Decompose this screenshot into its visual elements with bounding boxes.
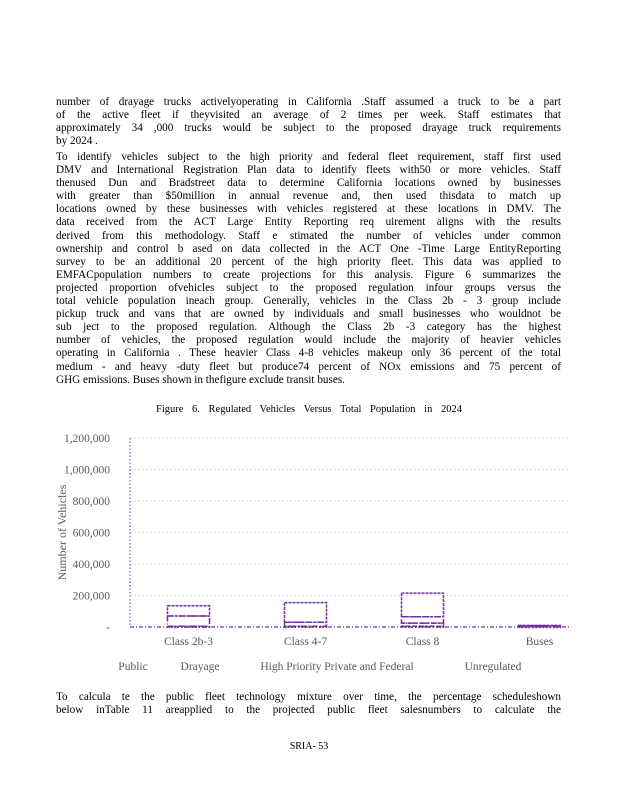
text-line: locations owned by these businesses with vehicles registered at these locations in DMV. The	[56, 203, 561, 216]
text-line: projected proportion ofvehicles subject to the proposed regulation infour groups versus the	[56, 281, 561, 294]
text-line: thenused Dun and Bradstreet data to determine California locations owned by businesses	[56, 177, 561, 190]
x-tick-label: Buses	[525, 636, 554, 648]
x-tick-label: Class 2b-3	[164, 636, 213, 648]
text-line: pickup truck and vans that are owned by individuals and small businesses who wouldnot be	[56, 308, 561, 321]
y-tick-label: 800,000	[72, 496, 110, 508]
text-line: sub ject to the proposed regulation. Although the Class 2b -3 category has the highest	[56, 321, 561, 334]
y-tick-label: 1,200,000	[64, 433, 110, 445]
text-line: EMFACpopulation numbers to create projections for this analysis. Figure 6 summarizes the	[56, 268, 561, 281]
y-tick-label: 600,000	[72, 527, 110, 540]
y-tick-label: 200,000	[72, 590, 110, 603]
figure-caption: Figure 6. Regulated Vehicles Versus Total Population in 2024	[156, 404, 462, 415]
text-line: data received from the ACT Large Entity Reporting req uirement aligns with the results	[56, 216, 561, 229]
text-line: by 2024 .	[56, 135, 98, 148]
text-line: DMV and International Registration Plan data to identify fleets with50 or more vehicles. Staff	[56, 164, 561, 177]
text-line: number of vehicles, the proposed regulation would include the majority of heavier vehicles	[56, 334, 561, 347]
text-line: derived from this methodology. Staff e stimated the number of vehicles under common	[56, 229, 561, 242]
text-line: below inTable 11 areapplied to the projected public fleet salesnumbers to calculate the	[56, 704, 561, 717]
y-tick-label: 1,000,000	[64, 464, 110, 477]
y-tick-label: -	[106, 622, 110, 634]
text-line: ownership and control b ased on data collected in the ACT One -Time Large EntityReporting	[56, 242, 561, 255]
legend-entry: High Priority Private and Federal	[260, 661, 414, 673]
paragraph-public-fleet	[56, 691, 561, 717]
text-line: operating in California . These heavier Class 4-8 vehicles makeup only 36 percent of the total	[56, 347, 561, 360]
x-tick-label: Class 4-7	[283, 636, 328, 648]
text-line: total vehicle population ineach group. Generally, vehicles in the Class 2b - 3 group include	[56, 295, 561, 308]
bar-segment-unregulated	[402, 593, 444, 617]
bar-segment-high-priority-private-and-federal	[168, 616, 210, 626]
text-line: GHG emissions. Buses shown in thefigure exclude transit buses.	[56, 373, 345, 386]
stacked-bar-chart	[50, 425, 570, 685]
y-axis-label: Number of Vehicles	[55, 484, 69, 581]
text-line: survey to be an additional 20 percent of the high priority fleet. This data was applied to	[56, 255, 561, 268]
y-tick-label: 400,000	[72, 559, 110, 571]
legend-entry: Public	[118, 661, 148, 673]
text-line: of the active fleet if theyvisited an average of 2 times per week. Staff estimates that	[56, 109, 561, 122]
legend-entry: Drayage	[180, 661, 220, 673]
text-line: with greater than $50million in annual revenue and, then used thisdata to match up	[56, 190, 561, 203]
paragraph-drayage	[56, 96, 561, 148]
legend-entry: Unregulated	[464, 661, 522, 673]
bar-segment-high-priority-private-and-federal	[402, 617, 444, 623]
page-number: SRIA- 53	[289, 741, 329, 752]
text-line: approximately 34 ,000 trucks would be subject to the proposed drayage truck requirements	[56, 122, 561, 135]
bar-segment-unregulated	[285, 603, 327, 623]
text-line: medium - and heavy -duty fleet but produce74 percent of NOx emissions and 75 percent of	[56, 360, 561, 373]
text-line: number of drayage trucks activelyoperating in California .Staff assumed a truck to be a part	[56, 96, 561, 108]
paragraph-high-priority	[56, 151, 561, 387]
text-line: To calcula te the public fleet technology mixture over time, the percentage scheduleshown	[56, 691, 561, 703]
x-tick-label: Class 8	[405, 636, 440, 648]
text-line: To identify vehicles subject to the high priority and federal fleet requirement, staff first used	[56, 151, 561, 163]
bar-segment-unregulated	[168, 606, 210, 616]
